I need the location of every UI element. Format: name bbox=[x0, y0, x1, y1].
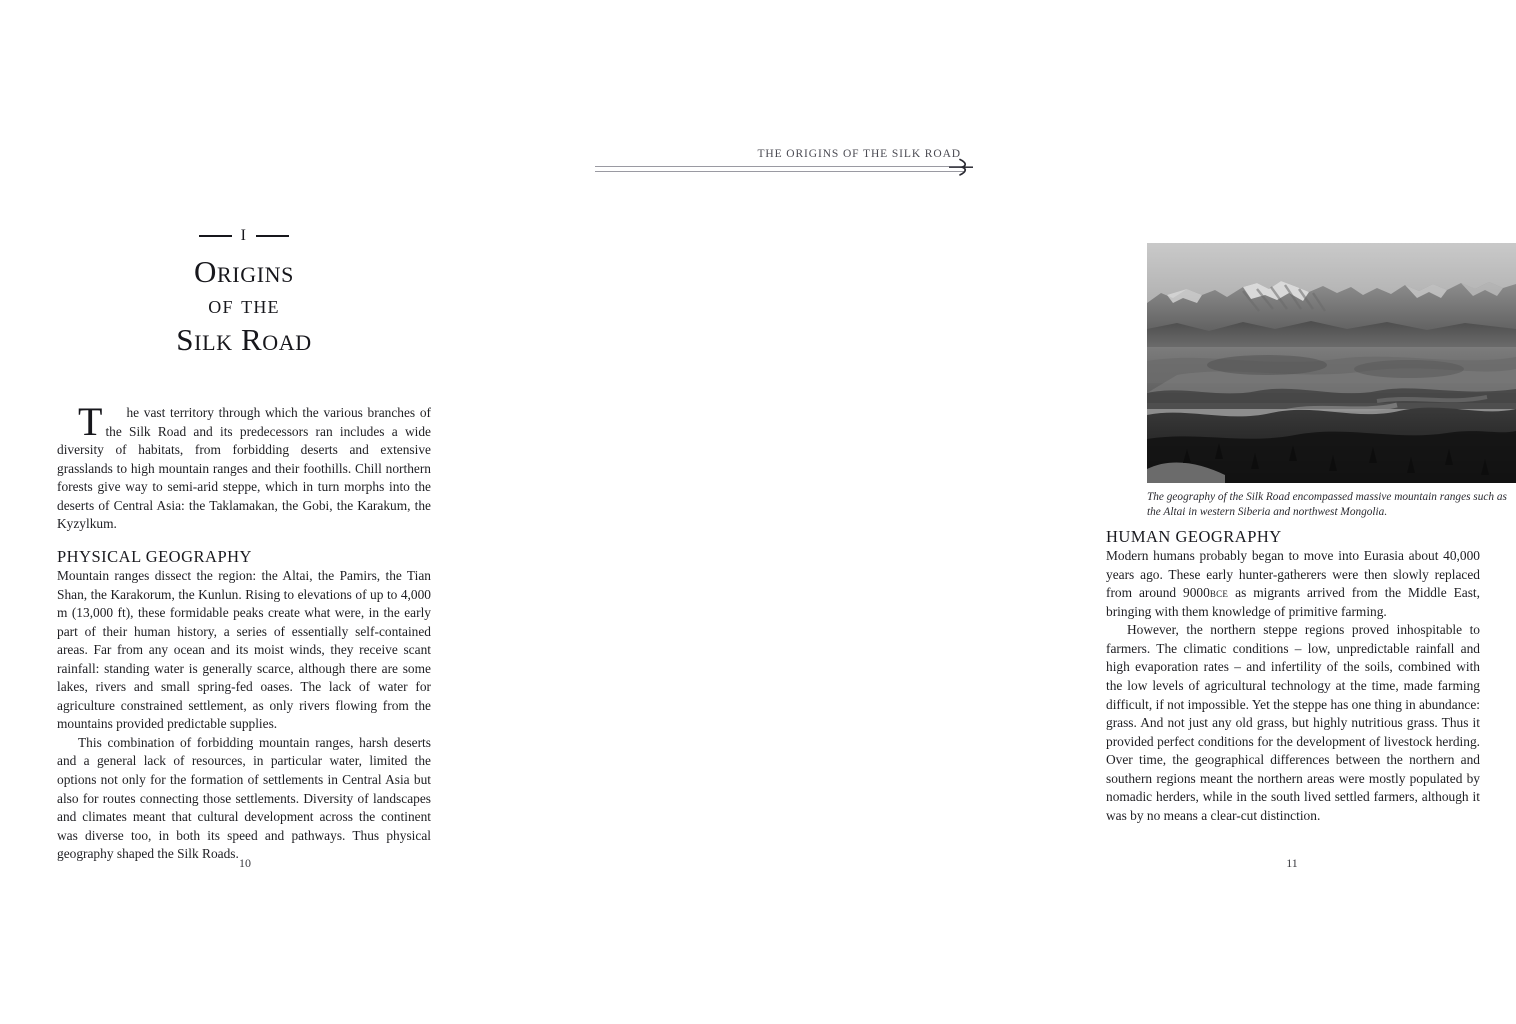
paragraph-human-geography-1-part2: as migrants arrived from the Middle East, bringing with them knowledge of primitive farming. bbox=[1106, 585, 1480, 619]
figure-caption: The geography of the Silk Road encompassed massive mountain ranges such as the Altai in western Siberia and northwest Mongolia. bbox=[1147, 491, 1507, 518]
chapter-opener bbox=[56, 228, 432, 358]
page-number-left: 10 bbox=[239, 856, 251, 870]
left-page bbox=[0, 0, 512, 1024]
chapter-number: I bbox=[240, 227, 248, 244]
opening-paragraph-text: he vast territory through which the various branches of the Silk Road and its predecessors ran includes a wide diversity of habitats, from forbidding deserts and extensive grasslands to high mountain ranges and their foothills. Chill northern forests give way to semi-arid steppe, which in turn morphs into the deserts of Central Asia: the Taklamakan, the Gobi, the Karakum, the Kyzylkum. bbox=[57, 405, 431, 532]
paragraph-physical-geography-2: This combination of forbidding mountain ranges, harsh deserts and a general lack of resources, in particular water, limited the options not only for the formation of settlements in Central Asia but also for routes connecting those settlements. Diversity of landscapes and climates meant that cultural development across the continent was diverse too, in both its speed and pathways. Thus physical geography shaped the Silk Roads. bbox=[57, 734, 431, 862]
right-column-body bbox=[1106, 527, 1480, 825]
double-rule bbox=[595, 166, 965, 172]
chapter-title bbox=[56, 253, 432, 358]
chapter-title-line-1: Origins bbox=[194, 254, 294, 289]
figure-silk-road-landscape bbox=[1147, 243, 1516, 519]
chapter-title-line-3: Silk Road bbox=[176, 321, 312, 357]
photograph-image bbox=[1147, 243, 1516, 483]
chapter-number-ornament bbox=[56, 228, 432, 244]
paragraph-human-geography-2: However, the northern steppe regions proved inhospitable to farmers. The climatic conditions – low, unpredictable rainfall and high evaporation rates – and infertility of the soils, combined with the low levels of agricultural technology at the time, made farming difficult, if not impossible. Yet the steppe has one thing in abundance: grass. And not just any old grass, but highly nutritious grass. Thus it provided perfect conditions for the development of livestock herding. Over time, the geographical differences between the northern and southern regions meant the northern areas were mostly populated by nomadic herders, while in the south lived settled farmers, although it was by no means a clear-cut distinction. bbox=[1106, 622, 1480, 823]
paragraph-human-geography-1-part1: Modern humans probably began to move into Eurasia about 40,000 years ago. These early hunter-gatherers were then slowly replaced from around 9000 bbox=[1106, 548, 1480, 601]
right-page bbox=[512, 0, 1507, 1024]
section-heading-human-geography: HUMAN GEOGRAPHY bbox=[1106, 527, 1282, 546]
running-header bbox=[595, 148, 965, 174]
section-heading-physical-geography: PHYSICAL GEOGRAPHY bbox=[57, 546, 252, 566]
drop-cap: T bbox=[78, 399, 103, 444]
paragraph-physical-geography-1: Mountain ranges dissect the region: the Altai, the Pamirs, the Tian Shan, the Karakorum, the Kunlun. Rising to elevations of up to 4,000 m (13,000 ft), these formidable peaks create what were, in the early part of their human history, a series of essentially self-contained areas. Far from any ocean and its moist winds, they receive scant rainfall: standing water is generally scarce, although there are some lakes, rivers and small spring-fed oases. The lack of water for agriculture constrained settlement, as only rivers flowing from the mountains provided predictable supplies. bbox=[57, 567, 431, 732]
ornament-dash-left bbox=[199, 235, 232, 237]
page-number-right: 11 bbox=[1286, 856, 1298, 870]
left-column-body bbox=[57, 399, 431, 864]
era-abbreviation-bce: bce bbox=[1209, 586, 1229, 601]
opening-paragraph bbox=[57, 399, 431, 534]
running-header-title: THE ORIGINS OF THE SILK ROAD bbox=[757, 148, 961, 160]
ornament-dash-right bbox=[256, 235, 289, 237]
running-header-rule bbox=[595, 164, 965, 174]
landscape-photograph bbox=[1147, 243, 1516, 483]
chapter-title-line-2: of the bbox=[208, 291, 280, 319]
paragraph-human-geography-1 bbox=[1106, 547, 1480, 621]
arrow-ornament-icon bbox=[948, 155, 974, 179]
